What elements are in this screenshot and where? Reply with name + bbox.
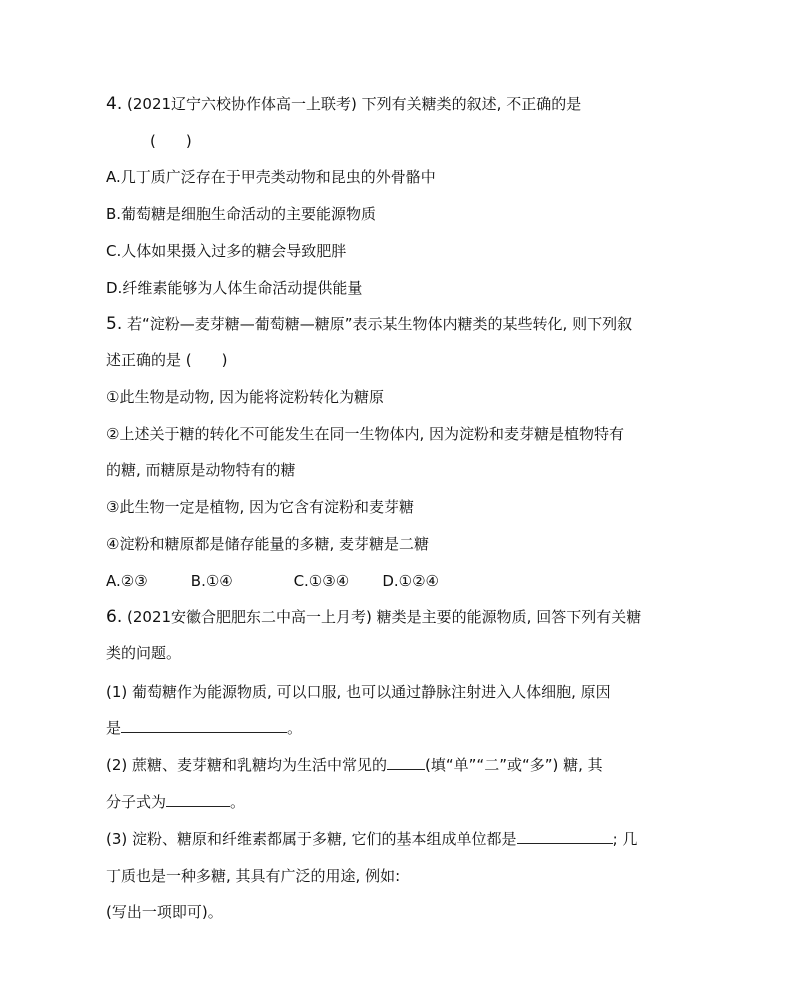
q6-part2-blank-1[interactable] — [387, 755, 425, 770]
q5-choice-b: B.①④ — [190, 572, 233, 590]
q6-part1-pre: 是 — [106, 719, 122, 737]
q5-stem-1: 若“淀粉—麦芽糖—葡萄糖—糖原”表示某生物体内糖类的某些转化, 则下列叙 — [127, 315, 633, 333]
q6-stem-line1 — [106, 607, 641, 627]
q4-option-c: C.人体如果摄入过多的糖会导致肥胖 — [106, 242, 347, 260]
q5-statement-2-cont: 的糖, 而糖原是动物特有的糖 — [106, 461, 296, 479]
q6-part3-post: ; 几 — [612, 830, 638, 848]
q6-stem-1: (2021安徽合肥肥东二中高一上月考) 糖类是主要的能源物质, 回答下列有关糖 — [127, 608, 642, 626]
q5-statement-3: ③此生物一定是植物, 因为它含有淀粉和麦芽糖 — [106, 498, 414, 516]
q5-choice-d: D.①②④ — [382, 572, 440, 590]
q4-number: 4. — [106, 94, 123, 114]
q6-part2-pre: (2) 蔗糖、麦芽糖和乳糖均为生活中常见的 — [106, 756, 388, 774]
q5-statement-2: ②上述关于糖的转化不可能发生在同一生物体内, 因为淀粉和麦芽糖是植物特有 — [106, 425, 624, 443]
q6-part2-line1 — [106, 755, 603, 775]
q6-part1-line2 — [106, 718, 302, 738]
q6-part3-line1 — [106, 829, 637, 849]
q6-part2-line2-post: 。 — [230, 793, 246, 811]
q5-statement-4: ④淀粉和糖原都是储存能量的多糖, 麦芽糖是二糖 — [106, 535, 429, 553]
q5-choice-c: C.①③④ — [293, 572, 350, 590]
q6-part1-line1: (1) 葡萄糖作为能源物质, 可以口服, 也可以通过静脉注射进入人体细胞, 原因 — [106, 683, 611, 701]
q4-option-a: A.几丁质广泛存在于甲壳类动物和昆虫的外骨骼中 — [106, 168, 436, 186]
q6-part2-blank-2[interactable] — [166, 792, 230, 807]
q6-part3-blank-1[interactable] — [517, 829, 613, 844]
q4-option-b: B.葡萄糖是细胞生命活动的主要能源物质 — [106, 205, 377, 223]
q5-statement-1: ①此生物是动物, 因为能将淀粉转化为糖原 — [106, 388, 384, 406]
q6-part1-answer-blank[interactable] — [121, 718, 287, 733]
q6-part2-line2-pre: 分子式为 — [106, 793, 167, 811]
q6-part3-pre: (3) 淀粉、糖原和纤维素都属于多糖, 它们的基本组成单位都是 — [106, 830, 517, 848]
q4-option-d: D.纤维素能够为人体生命活动提供能量 — [106, 279, 363, 297]
q6-stem-line2: 类的问题。 — [106, 644, 182, 662]
q6-part1-post: 。 — [287, 719, 303, 737]
q5-choice-a: A.②③ — [106, 572, 148, 590]
q4-answer-paren: ( ) — [150, 132, 192, 150]
q6-number: 6. — [106, 607, 123, 627]
q6-part3-line3: (写出一项即可)。 — [106, 903, 223, 921]
q6-part3-line2: 丁质也是一种多糖, 其具有广泛的用途, 例如: — [106, 867, 401, 885]
q4-stem-line — [106, 94, 581, 114]
q5-stem-line1 — [106, 314, 632, 334]
q6-part2-mid: (填“单”“二”或“多”) 糖, 其 — [425, 756, 603, 774]
q5-stem-line2: 述正确的是 ( ) — [106, 351, 228, 369]
q5-number: 5. — [106, 314, 123, 334]
q5-choices — [106, 571, 439, 591]
q6-part2-line2 — [106, 792, 245, 812]
q4-stem: (2021辽宁六校协作体高一上联考) 下列有关糖类的叙述, 不正确的是 — [127, 95, 582, 113]
